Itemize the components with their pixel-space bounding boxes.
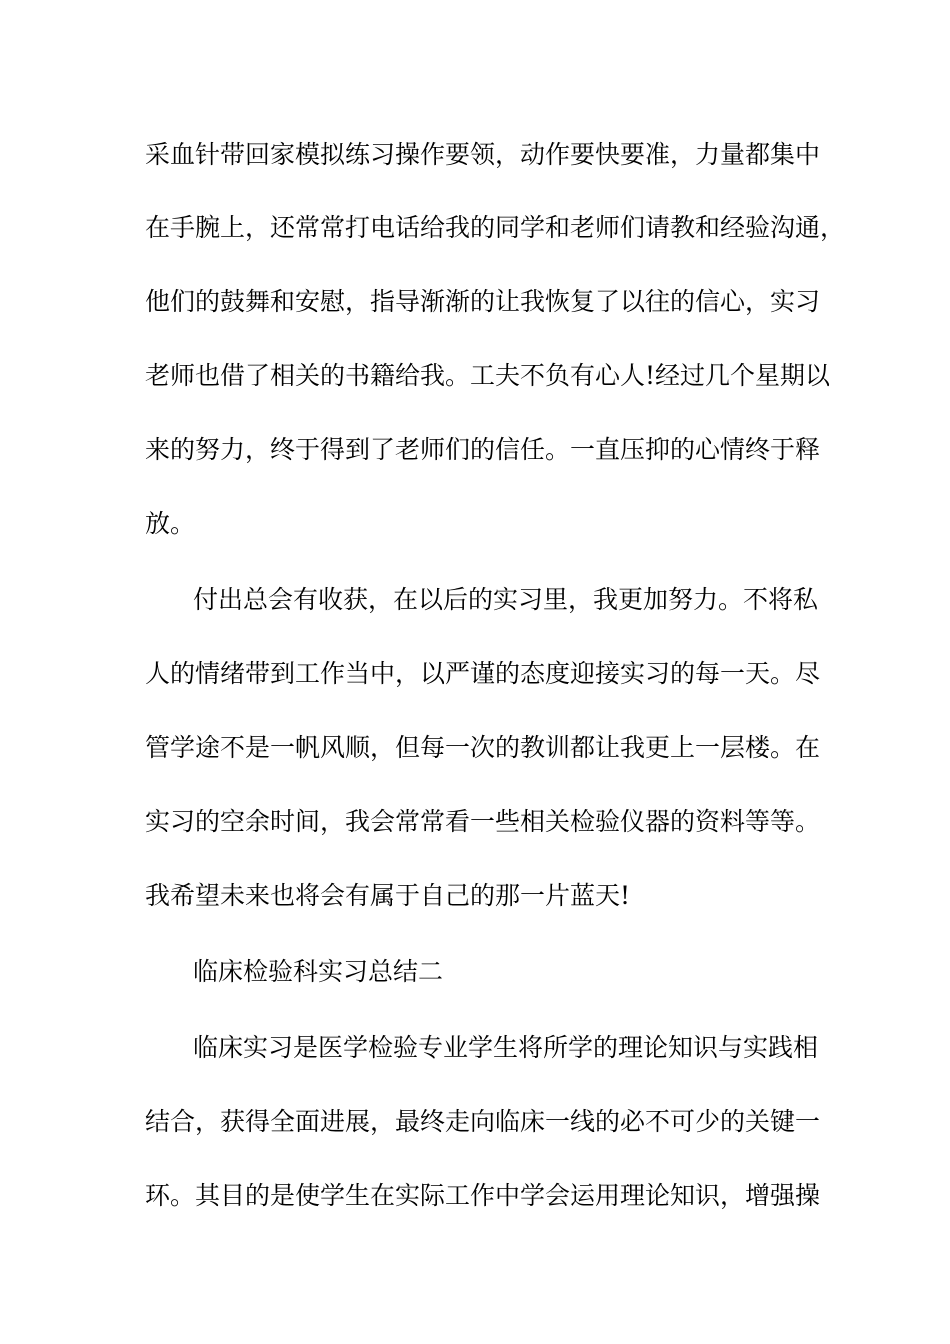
text-line: 人的情绪带到工作当中，以严谨的态度迎接实习的每一天。尽 — [145, 659, 821, 688]
paragraph-start-line: 付出总会有收获，在以后的实习里，我更加努力。不将私 — [193, 585, 819, 614]
text-line: 结合，获得全面进展，最终走向临床一线的必不可少的关键一 — [145, 1107, 821, 1136]
paragraph-start-line: 临床实习是医学检验专业学生将所学的理论知识与实践相 — [193, 1033, 819, 1062]
text-line: 环。其目的是使学生在实际工作中学会运用理论知识，增强操 — [145, 1181, 821, 1210]
text-line: 他们的鼓舞和安慰，指导渐渐的让我恢复了以往的信心，实习 — [145, 287, 821, 316]
text-line: 管学途不是一帆风顺，但每一次的教训都让我更上一层楼。在 — [145, 733, 821, 762]
text-line: 采血针带回家模拟练习操作要领，动作要快要准，力量都集中 — [145, 140, 821, 169]
text-line: 在手腕上，还常常打电话给我的同学和老师们请教和经验沟通， — [145, 213, 846, 242]
text-line: 老师也借了相关的书籍给我。工夫不负有心人!经过几个星期以 — [145, 361, 831, 390]
section-heading: 临床检验科实习总结二 — [193, 957, 444, 986]
text-line: 我希望未来也将会有属于自己的那一片蓝天! — [145, 881, 631, 910]
text-line: 放。 — [145, 509, 196, 538]
text-line: 来的努力，终于得到了老师们的信任。一直压抑的心情终于释 — [145, 435, 821, 464]
text-line: 实习的空余时间，我会常常看一些相关检验仪器的资料等等。 — [145, 807, 821, 836]
